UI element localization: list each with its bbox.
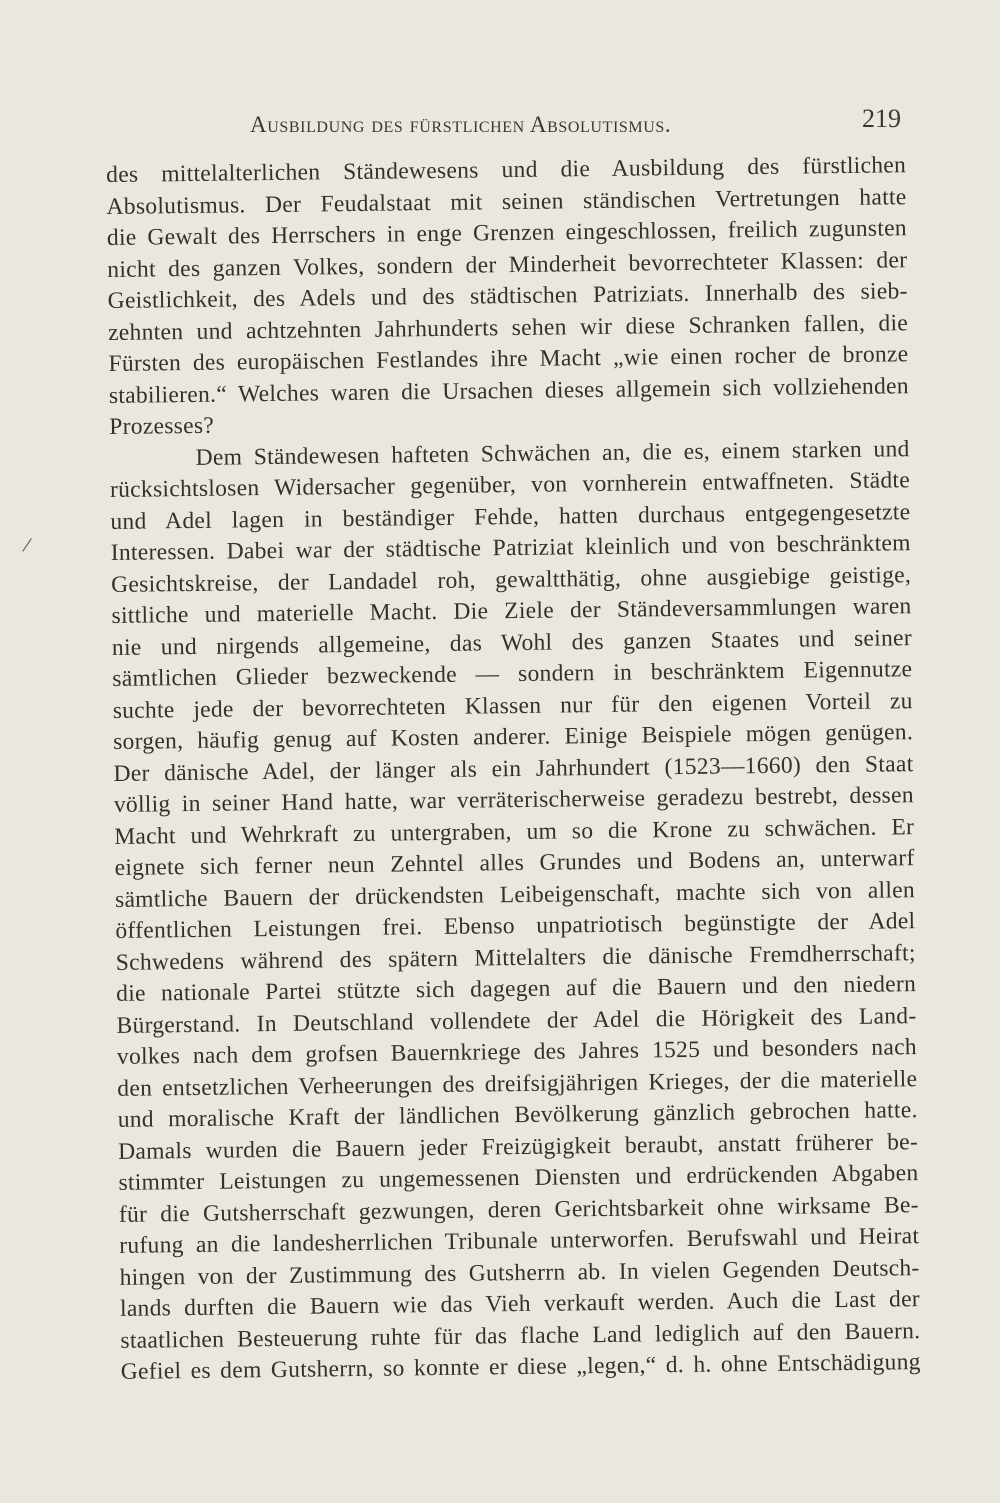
text-line: lands durften die Bauern wie das Vieh verkauft werden. Auch die Last der	[119, 1286, 921, 1322]
text-line: Absolutismus. Der Feudalstaat mit seinen ständischen Vertretungen hatte	[106, 183, 907, 220]
text-line: sämtlichen Glieder bezweckende — sondern in beschränktem Eigennutze	[112, 656, 913, 692]
text-line: Interessen. Dabei war der städtische Patriziat kleinlich und von beschränktem	[110, 530, 911, 566]
text-line: für die Gutsherrschaft gezwungen, deren Gerichtsbarkeit ohne wirksame Be-	[118, 1191, 919, 1228]
text-line: sittliche und materielle Macht. Die Ziele der Ständeversammlungen waren	[111, 593, 912, 629]
text-line: und Adel lagen in beständiger Fehde, hatten durchaus entgegengesetzte	[110, 498, 911, 535]
text-line: stabilieren.“ Welches waren die Ursachen dieses allgemein sich vollziehenden	[108, 372, 909, 409]
text-line: die Gewalt des Herrschers in enge Grenzen eingeschlossen, freilich zugunsten	[106, 215, 908, 251]
text-line: Gesichtskreise, der Landadel roh, gewaltthätig, ohne ausgiebige geistige,	[111, 561, 912, 598]
running-head: Ausbildung des fürstlichen Absolutismus.	[250, 112, 672, 137]
text-line: suchte jede der bevorrechteten Klassen nur für den eigenen Vorteil zu	[112, 687, 913, 724]
text-line: volkes nach dem grofsen Bauernkriege des Jahres 1525 und besonders nach	[116, 1034, 918, 1070]
text-line: Schwedens während des spätern Mittelalters die dänische Fremdherrschaft;	[115, 939, 916, 976]
text-line: Prozesses?	[109, 412, 215, 440]
text-line: Geistlichkeit, des Adels und des städtischen Patriziats. Innerhalb des sieb-	[107, 278, 908, 314]
text-line: eignete sich ferner neun Zehntel alles Grundes und Bodens an, unterwarf	[114, 845, 915, 881]
text-line: staatlichen Besteuerung ruhte für das flache Land lediglich auf den Bauern.	[120, 1317, 921, 1354]
text-line: rücksichtslosen Widersacher gegenüber, von vornherein entwaffneten. Städte	[109, 467, 911, 503]
text-line: sämtliche Bauern der drückendsten Leibeigenschaft, machte sich von allen	[114, 876, 916, 913]
text-line: hingen von der Zustimmung des Gutsherrn ab. In vielen Gegenden Deutsch-	[119, 1254, 920, 1291]
text-line: nicht des ganzen Volkes, sondern der Minderheit bevorrechteter Klassen: der	[107, 246, 908, 283]
page-number: 219	[862, 104, 901, 133]
text-line: Fürsten des europäischen Festlandes ihre Macht „wie einen rocher de bronze	[108, 341, 909, 377]
text-line: Damals wurden die Bauern jeder Freizügigkeit beraubt, anstatt früherer be-	[117, 1128, 919, 1165]
text-line: Gefiel es dem Gutsherrn, so konnte er diese „legen,“ d. h. ohne Entschädigung	[120, 1349, 921, 1385]
text-line: völlig in seiner Hand hatte, war verräterischerweise geradezu bestrebt, dessen	[113, 782, 914, 818]
text-line: nie und nirgends allgemeine, das Wohl des ganzen Staates und seiner	[111, 624, 913, 661]
body-text	[106, 150, 921, 1388]
text-line: sorgen, häufig genug auf Kosten anderer. Einige Beispiele mögen genügen.	[112, 719, 914, 755]
text-line: des mittelalterlichen Ständewesens und die Ausbildung des fürstlichen	[106, 152, 907, 188]
text-line: den entsetzlichen Verheerungen des dreifsigjährigen Krieges, der die materielle	[117, 1065, 918, 1102]
text-line: Der dänische Adel, der länger als ein Jahrhundert (1523—1660) den Staat	[113, 750, 914, 787]
text-line: rufung an die landesherrlichen Tribunale unterworfen. Berufswahl und Heirat	[119, 1223, 920, 1259]
text-line: Dem Ständewesen hafteten Schwächen an, die es, einem starken und	[195, 435, 910, 471]
text-line: Macht und Wehrkraft zu untergraben, um so die Krone zu schwächen. Er	[114, 813, 915, 850]
text-line: Bürgerstand. In Deutschland vollendete der Adel die Hörigkeit des Land-	[116, 1002, 917, 1039]
text-line: die nationale Partei stützte sich dagegen auf die Bauern und den niedern	[116, 971, 917, 1007]
text-line: stimmter Leistungen zu ungemessenen Diensten und erdrückenden Abgaben	[118, 1160, 919, 1196]
text-line: und moralische Kraft der ländlichen Bevölkerung gänzlich gebrochen hatte.	[117, 1097, 918, 1133]
margin-mark: /	[20, 531, 34, 558]
text-line: zehnten und achtzehnten Jahrhunderts sehen wir diese Schranken fallen, die	[107, 309, 909, 346]
text-line: öffentlichen Leistungen frei. Ebenso unpatriotisch begünstigte der Adel	[115, 908, 916, 944]
